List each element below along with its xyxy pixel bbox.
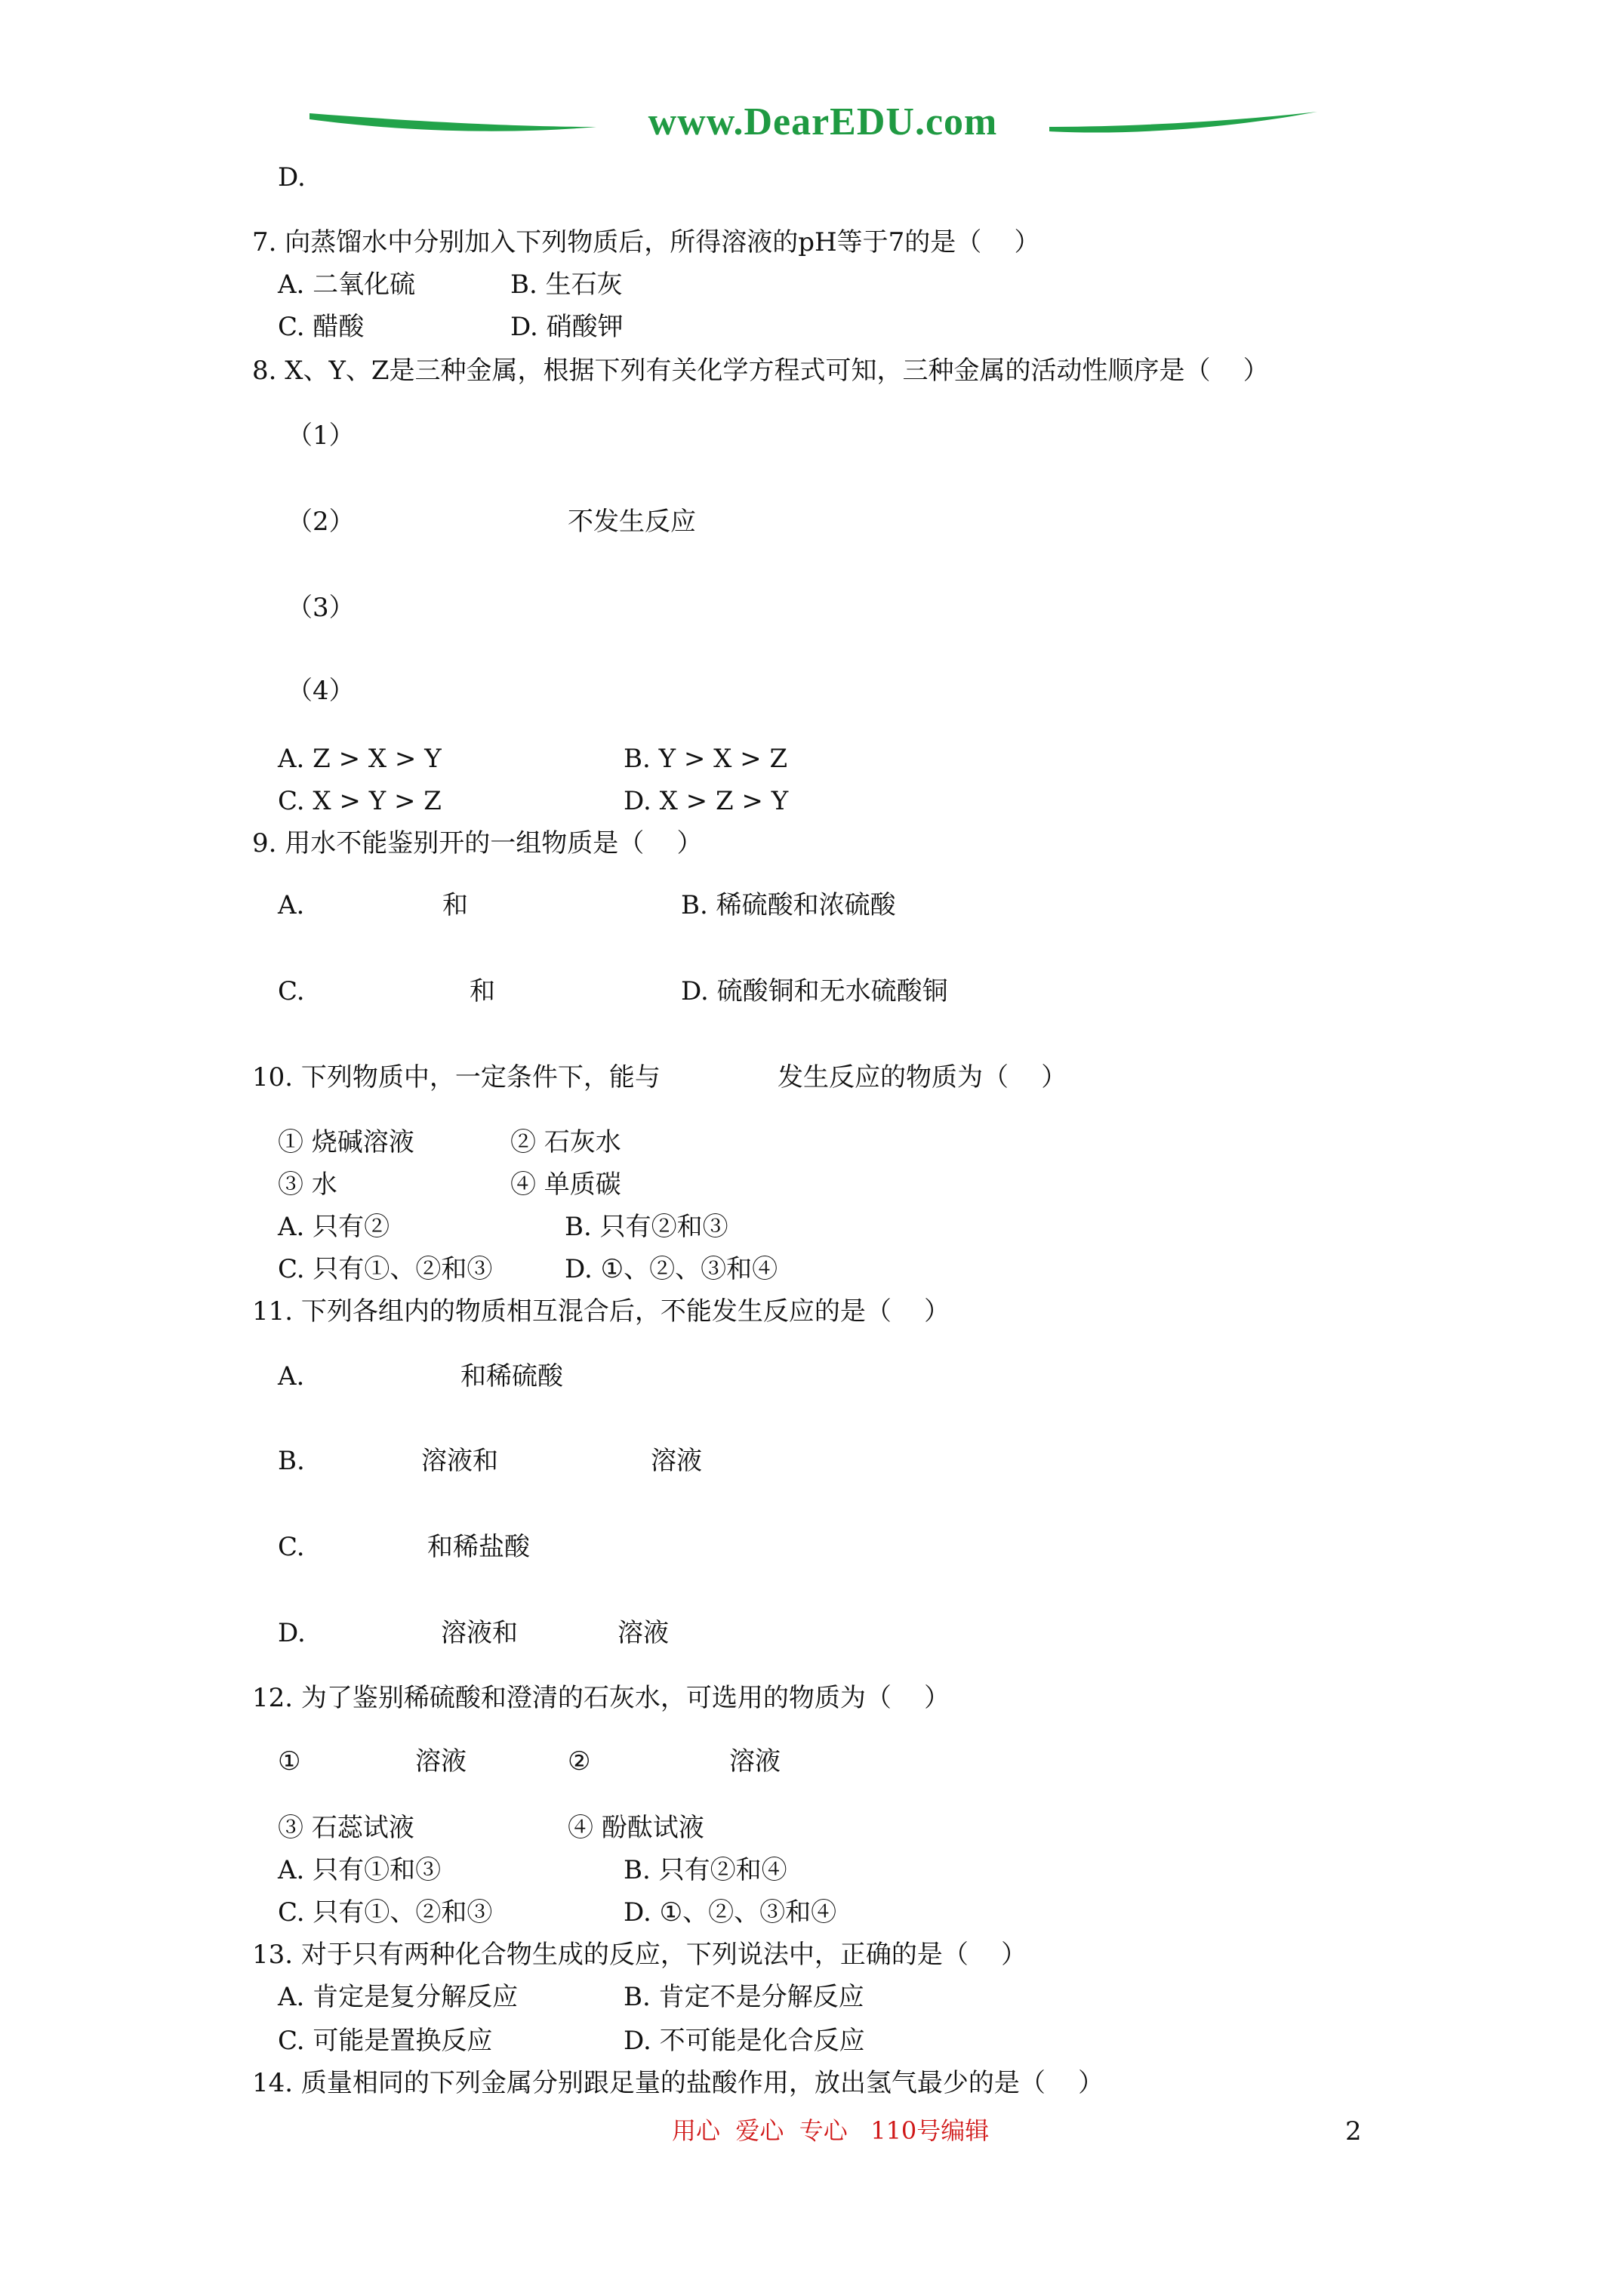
q8-equation-3: （3） bbox=[287, 593, 355, 623]
header-logo bbox=[0, 0, 1623, 166]
q11-option-d: D. bbox=[278, 1618, 306, 1648]
q12-item-1: ① bbox=[278, 1746, 301, 1777]
question-13: 13. 对于只有两种化合物生成的反应，下列说法中，正确的是（ ） bbox=[252, 1940, 1027, 1970]
q8-equation-2: （2） bbox=[287, 507, 355, 537]
q13-option-d: D. 不可能是化合反应 bbox=[624, 2026, 865, 2056]
q8-option-a: A. Z > X > Y bbox=[278, 744, 442, 774]
q9-option-a: A. bbox=[278, 890, 305, 920]
question-12: 12. 为了鉴别稀硫酸和澄清的石灰水，可选用的物质为（ ） bbox=[252, 1683, 950, 1713]
q8-option-b: B. Y > X > Z bbox=[624, 744, 788, 774]
q10-item-3: ③ 水 bbox=[278, 1170, 337, 1200]
q7-option-d: D. 硝酸钾 bbox=[510, 312, 624, 342]
q11-option-d-text-2: 溶液 bbox=[617, 1618, 669, 1648]
q11-option-b-text: 溶液和 bbox=[421, 1446, 498, 1476]
q9-option-c: C. bbox=[278, 976, 305, 1006]
q8-option-d: D. X > Z > Y bbox=[624, 786, 789, 816]
q10-item-1: ① 烧碱溶液 bbox=[278, 1127, 414, 1157]
q12-item-3: ③ 石蕊试液 bbox=[278, 1813, 414, 1843]
question-10-tail: 发生反应的物质为（ ） bbox=[778, 1062, 1067, 1093]
footer-text: 用心 爱心 专心 110号编辑 bbox=[672, 2116, 990, 2145]
q11-option-c: C. bbox=[278, 1532, 305, 1562]
q13-option-c: C. 可能是置换反应 bbox=[278, 2026, 493, 2056]
q10-item-2: ② 石灰水 bbox=[510, 1127, 621, 1157]
q12-option-d: D. ①、②、③和④ bbox=[624, 1897, 837, 1928]
q13-option-b: B. 肯定不是分解反应 bbox=[624, 1982, 864, 2012]
q10-item-4: ④ 单质碳 bbox=[510, 1170, 621, 1200]
q10-option-c: C. 只有①、②和③ bbox=[278, 1254, 493, 1284]
q11-option-b: B. bbox=[278, 1446, 305, 1476]
q12-option-c: C. 只有①、②和③ bbox=[278, 1897, 493, 1928]
q8-equation-1: （1） bbox=[287, 421, 355, 451]
q12-option-a: A. 只有①和③ bbox=[278, 1855, 442, 1885]
q10-option-d: D. ①、②、③和④ bbox=[565, 1254, 778, 1284]
q12-item-2: ② bbox=[568, 1746, 591, 1777]
page-number: 2 bbox=[1345, 2116, 1362, 2147]
q7-option-b: B. 生石灰 bbox=[510, 270, 623, 300]
q9-option-b: B. 稀硫酸和浓硫酸 bbox=[681, 890, 896, 920]
q9-option-a-and: 和 bbox=[442, 890, 468, 920]
q8-option-c: C. X > Y > Z bbox=[278, 786, 442, 816]
q11-option-c-text: 和稀盐酸 bbox=[427, 1532, 530, 1562]
q9-option-d: D. 硫酸铜和无水硫酸铜 bbox=[681, 976, 948, 1006]
q8-equation-4: （4） bbox=[287, 676, 355, 706]
q12-option-b: B. 只有②和④ bbox=[624, 1855, 787, 1885]
q11-option-a-text: 和稀硫酸 bbox=[460, 1361, 563, 1391]
q13-option-a: A. 肯定是复分解反应 bbox=[278, 1982, 519, 2012]
q11-option-b-text-2: 溶液 bbox=[651, 1446, 702, 1476]
q12-item-4: ④ 酚酞试液 bbox=[568, 1813, 704, 1843]
q12-item-2-text: 溶液 bbox=[729, 1746, 781, 1777]
question-10: 10. 下列物质中，一定条件下，能与 bbox=[252, 1062, 661, 1093]
q11-option-a: A. bbox=[278, 1361, 305, 1391]
question-11: 11. 下列各组内的物质相互混合后，不能发生反应的是（ ） bbox=[252, 1296, 950, 1327]
q12-item-1-text: 溶液 bbox=[415, 1746, 467, 1777]
question-7: 7. 向蒸馏水中分别加入下列物质后，所得溶液的pH等于7的是（ ） bbox=[252, 227, 1040, 257]
q11-option-d-text: 溶液和 bbox=[441, 1618, 518, 1648]
q9-option-c-and: 和 bbox=[470, 976, 495, 1006]
logo-text[interactable]: www.DearEDU.com bbox=[648, 100, 998, 143]
option-d-prev: D. bbox=[278, 162, 306, 193]
q8-equation-2-result: 不发生反应 bbox=[568, 507, 696, 537]
question-9: 9. 用水不能鉴别开的一组物质是（ ） bbox=[252, 828, 703, 858]
q7-option-c: C. 醋酸 bbox=[278, 312, 365, 342]
question-8: 8. X、Y、Z是三种金属，根据下列有关化学方程式可知，三种金属的活动性顺序是（ ） bbox=[252, 356, 1269, 386]
question-14: 14. 质量相同的下列金属分别跟足量的盐酸作用，放出氢气最少的是（ ） bbox=[252, 2068, 1104, 2098]
q10-option-b: B. 只有②和③ bbox=[565, 1212, 728, 1242]
q10-option-a: A. 只有② bbox=[278, 1212, 390, 1242]
q7-option-a: A. 二氧化硫 bbox=[278, 270, 416, 300]
